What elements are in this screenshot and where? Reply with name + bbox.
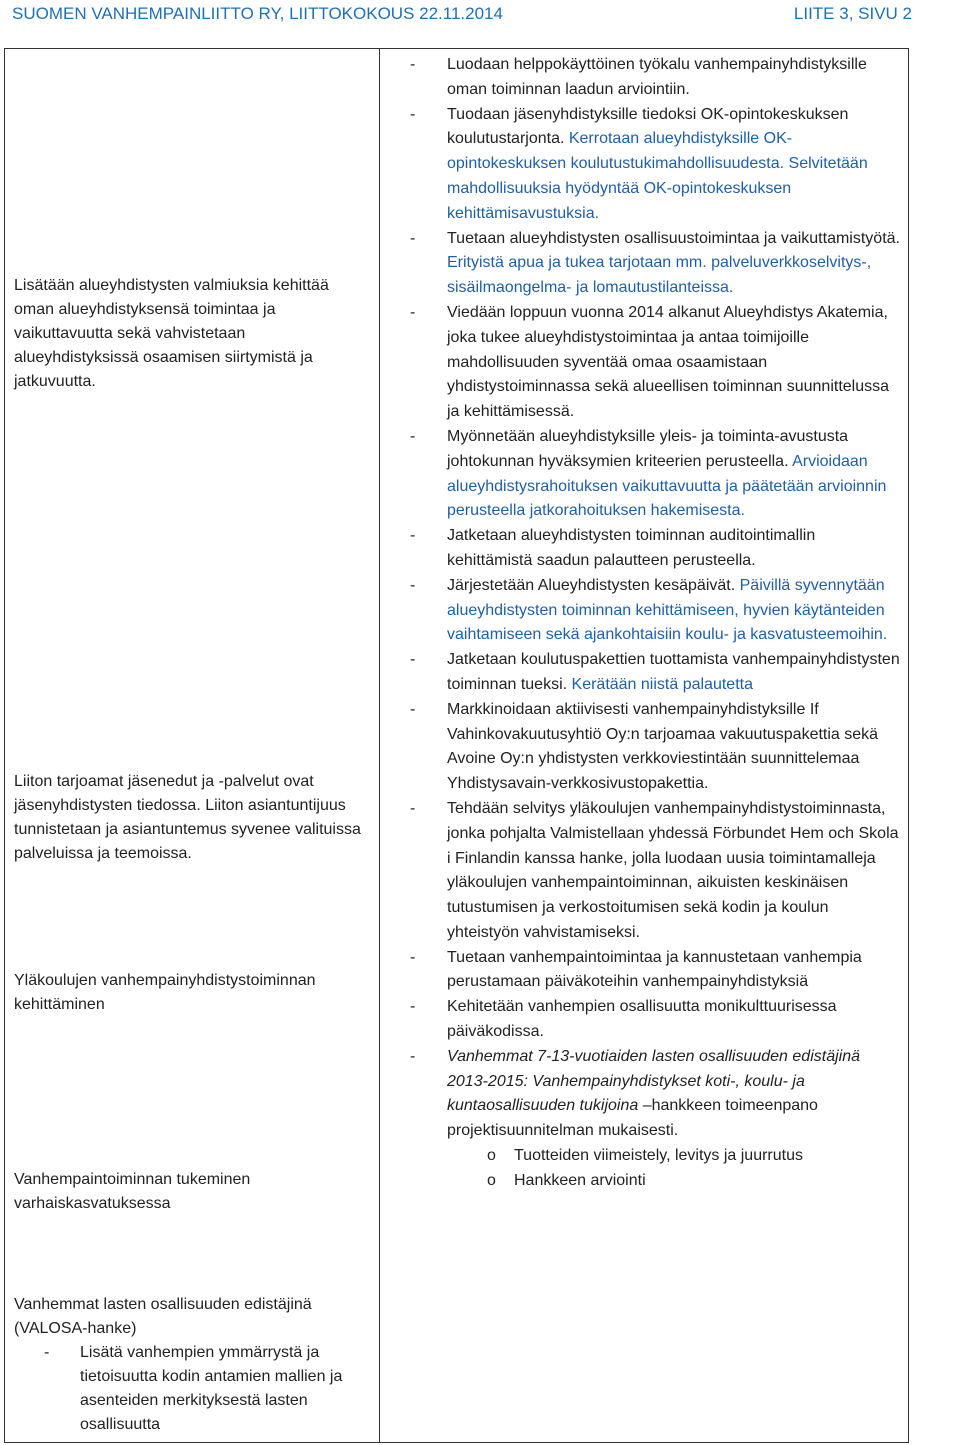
goal-valosa <box>14 1293 369 1437</box>
list-item: o Tuotteiden viimeistely, levitys ja juurrutus <box>447 1144 902 1169</box>
list-item: - Markkinoidaan aktiivisesti vanhempainyhdistyksille If Vahinkovakuutusyhtiö Oy:n tarjoamaa vakuutuspakettia sekä Avoine Oy:n yhdistysten verkkoviestintään suunnittelemaa Yhdistysavain-verkkosivustopakettia. <box>380 698 902 797</box>
list-item: - Tehdään selvitys yläkoulujen vanhempainyhdistystoiminnasta, jonka pohjalta Valmistellaan yhdessä Förbundet Hem och Skola i Finlandin kanssa hanke, jolla luodaan uusia toimintamalleja yläkoulujen vanhempaintoiminnan, aikuisten keskinäisen tutustumisen ja verkostoitumisen sekä kodin ja koulun yhteistyön vahvistamiseksi. <box>380 797 902 946</box>
list-item: - Jatketaan koulutuspakettien tuottamista vanhempainyhdistysten toiminnan tueksi. Kerätään niistä palautetta <box>380 648 902 698</box>
list-item: - Tuetaan alueyhdistysten osallisuustoimintaa ja vaikuttamistyötä. Erityistä apua ja tukea tarjotaan mm. palveluverkkoselvitys-, sisäilmaongelma- ja lomautustilanteissa. <box>380 227 902 301</box>
table-row <box>5 49 909 1443</box>
goal-lower-secondary: Yläkoulujen vanhempainyhdistystoiminnan kehittäminen <box>14 972 316 1013</box>
plan-table <box>4 48 909 1443</box>
header-page-number: LIITE 3, SIVU 2 <box>793 4 912 23</box>
actions-column <box>380 49 909 1443</box>
valosa-sublist <box>447 1144 902 1194</box>
list-item: o Hankkeen arviointi <box>447 1169 902 1194</box>
goal-regional-capacity: Lisätään alueyhdistysten valmiuksia kehittää oman alueyhdistyksensä toimintaa ja vaikuttavuutta sekä vahvistetaan alueyhdistyksissä osaamisen siirtymistä ja jatkuvuutta. <box>14 277 329 390</box>
valosa-list <box>14 1341 369 1437</box>
list-item: - Vanhemmat 7-13-vuotiaiden lasten osallisuuden edistäjinä 2013-2015: Vanhempainyhdistykset koti-, koulu- ja kuntaosallisuuden tukijoina –hankkeen toimeenpano projektisuunnitelman mukaisesti. o Tuotteiden viimeistely, levitys ja juurrutus o Hankkeen arviointi <box>380 1045 902 1194</box>
page-header <box>0 0 960 36</box>
list-item: - Myönnetään alueyhdistyksille yleis- ja toiminta-avustusta johtokunnan hyväksymien kriteerien perusteella. Arvioidaan alueyhdistysrahoituksen vaikuttavuutta ja päätetään arvioinnin perusteella jatkorahoituksen hakemisesta. <box>380 425 902 524</box>
goal-early-education: Vanhempaintoiminnan tukeminen varhaiskasvatuksessa <box>14 1171 251 1212</box>
list-item: - Järjestetään Alueyhdistysten kesäpäivät. Päivillä syvennytään alueyhdistysten toiminnan kehittämiseen, hyvien käytänteiden vaihtamiseen sekä ajankohtaisiin koulu- ja kasvatusteemoihin. <box>380 574 902 648</box>
actions-list <box>380 49 908 1194</box>
list-item: - Kehitetään vanhempien osallisuutta monikulttuurisessa päiväkodissa. <box>380 995 902 1045</box>
list-item: - Viedään loppuun vuonna 2014 alkanut Alueyhdistys Akatemia, joka tukee alueyhdistystoimintaa ja antaa toimijoille mahdollisuuden syventää omaa osaamistaan yhdistystoiminnassa sekä alueellisen toiminnan suunnittelussa ja kehittämisessä. <box>380 301 902 425</box>
list-item: - Lisätä vanhempien ymmärrystä ja tietoisuutta kodin antamien mallien ja asenteiden merkityksestä lasten osallisuutta <box>14 1341 369 1437</box>
header-title: SUOMEN VANHEMPAINLIITTO RY, LIITTOKOKOUS 22.11.2014 <box>12 4 503 23</box>
goals-column <box>5 49 380 1443</box>
list-item: - Luodaan helppokäyttöinen työkalu vanhempainyhdistyksille oman toiminnan laadun arviointiin. <box>380 53 902 103</box>
list-item: - Jatketaan alueyhdistysten toiminnan auditointimallin kehittämistä saadun palautteen perusteella. <box>380 524 902 574</box>
list-item: - Tuodaan jäsenyhdistyksille tiedoksi OK-opintokeskuksen koulutustarjonta. Kerrotaan alueyhdistyksille OK-opintokeskuksen koulutustukimahdollisuudesta. Selvitetään mahdollisuuksia hyödyntää OK-opintokeskuksen kehittämisavustuksia. <box>380 103 902 227</box>
goal-member-benefits: Liiton tarjoamat jäsenedut ja -palvelut ovat jäsenyhdistysten tiedossa. Liiton asiantuntijuus tunnistetaan ja asiantuntemus syvenee valituissa palveluissa ja teemoissa. <box>14 773 361 862</box>
list-item: - Tuetaan vanhempaintoimintaa ja kannustetaan vanhempia perustamaan päiväkoteihin vanhempainyhdistyksiä <box>380 946 902 996</box>
valosa-title: Vanhemmat lasten osallisuuden edistäjinä (VALOSA-hanke) <box>14 1296 312 1337</box>
